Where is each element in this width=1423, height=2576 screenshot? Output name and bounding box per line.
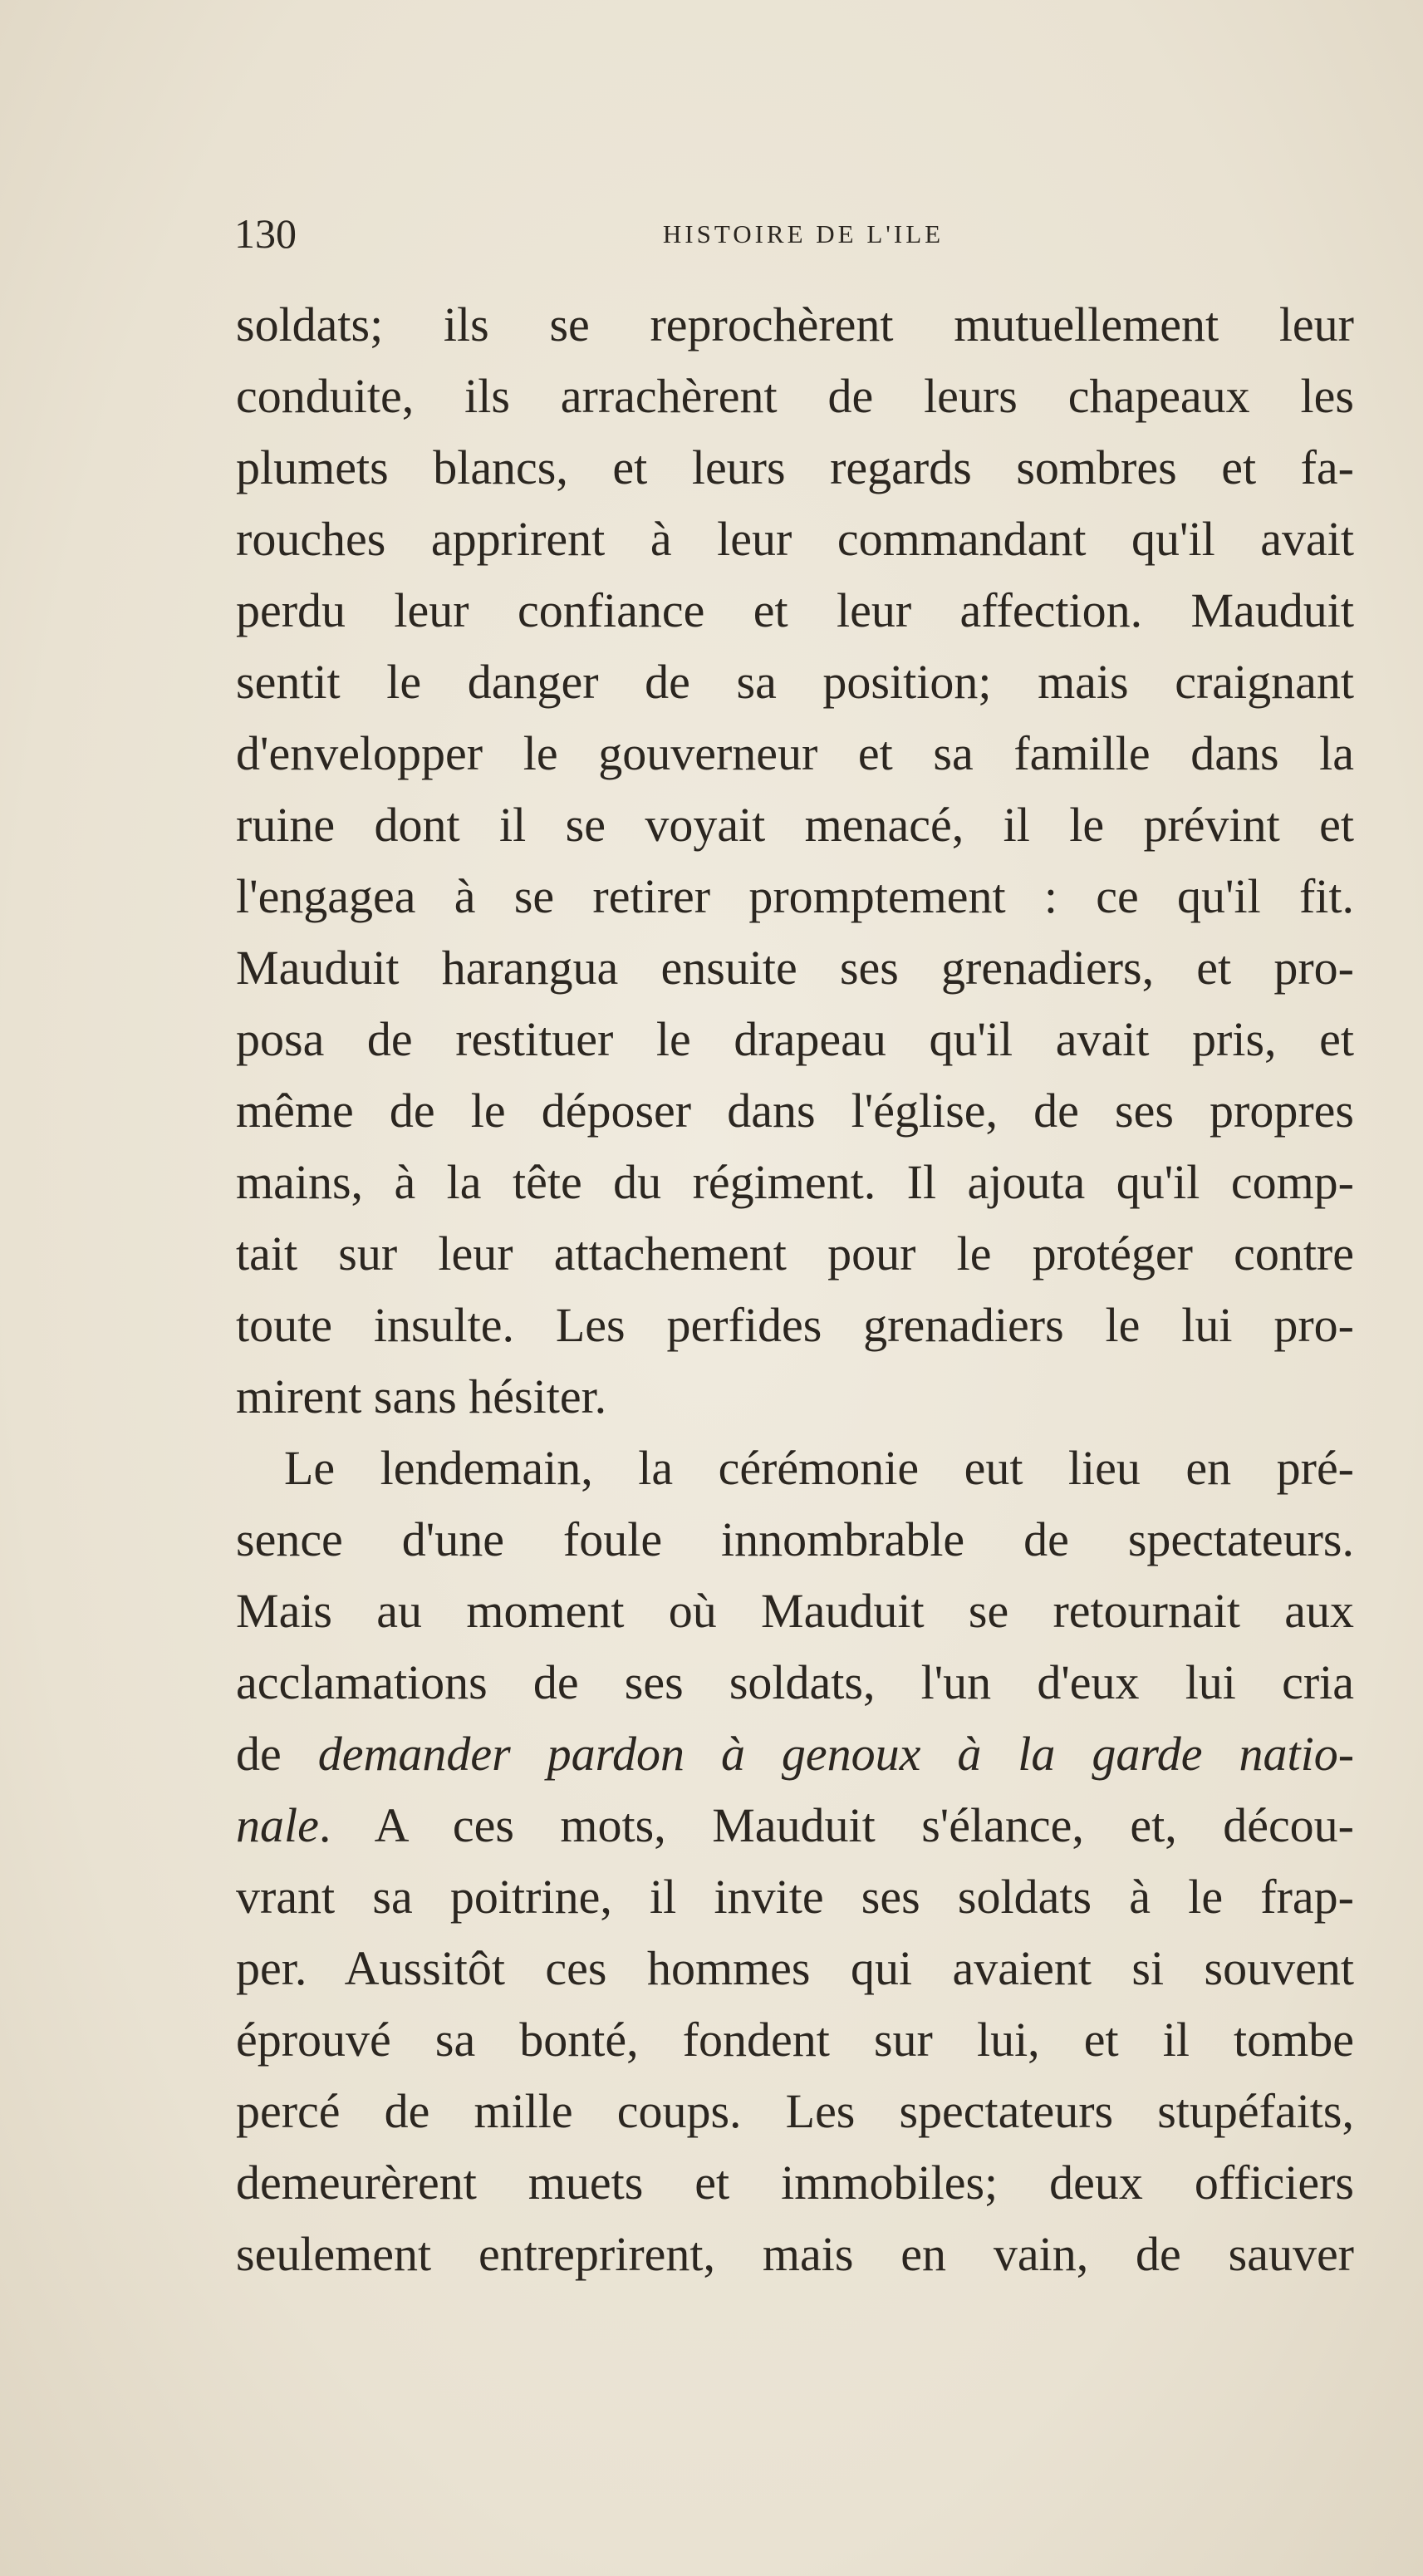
- text-line: [236, 2219, 1354, 2290]
- text-line: [236, 861, 1354, 932]
- text-line: [236, 789, 1354, 861]
- italic-text: demander pardon à genoux à la garde natio-: [317, 1727, 1355, 1781]
- text-line: [236, 289, 1354, 361]
- text-line: [236, 2076, 1354, 2147]
- text-segment: acclamations de ses soldats, l'un d'eux lui cria: [236, 1655, 1354, 1709]
- text-segment: soldats; ils se reprochèrent mutuellement leur: [236, 297, 1354, 351]
- text-segment: tait sur leur attachement pour le protéger contre: [236, 1227, 1354, 1281]
- text-line: [236, 1433, 1354, 1504]
- text-line: [236, 1933, 1354, 2004]
- text-segment: sence d'une foule innombrable de spectateurs.: [236, 1512, 1354, 1566]
- text-line: [236, 932, 1354, 1004]
- text-segment: toute insulte. Les perfides grenadiers le lui pro-: [236, 1298, 1354, 1352]
- text-line: [236, 504, 1354, 575]
- text-line: [236, 1861, 1354, 1933]
- text-line: [236, 361, 1354, 432]
- text-line: [236, 1576, 1354, 1647]
- text-line: [236, 1790, 1354, 1861]
- text-line: [236, 1075, 1354, 1147]
- text-line: [236, 1218, 1354, 1290]
- text-line: [236, 2004, 1354, 2076]
- text-line: [236, 575, 1354, 646]
- text-line: [236, 1361, 1354, 1433]
- text-segment: Mais au moment où Mauduit se retournait aux: [236, 1584, 1354, 1638]
- text-segment: Le lendemain, la cérémonie eut lieu en pré-: [284, 1441, 1354, 1495]
- text-line: [236, 2147, 1354, 2219]
- text-line: [236, 1147, 1354, 1218]
- text-segment: vrant sa poitrine, il invite ses soldats à le frap-: [236, 1870, 1354, 1924]
- text-segment: perdu leur confiance et leur affection. Mauduit: [236, 583, 1354, 637]
- text-segment: demeurèrent muets et immobiles; deux officiers: [236, 2156, 1354, 2210]
- text-segment: seulement entreprirent, mais en vain, de sauver: [236, 2227, 1354, 2281]
- text-segment: de: [236, 1727, 318, 1781]
- text-line: [236, 1718, 1354, 1790]
- text-segment: conduite, ils arrachèrent de leurs chapeaux les: [236, 369, 1354, 423]
- text-segment: posa de restituer le drapeau qu'il avait pris, et: [236, 1012, 1354, 1066]
- text-segment: éprouvé sa bonté, fondent sur lui, et il tombe: [236, 2013, 1354, 2067]
- body-text: [236, 289, 1354, 2290]
- text-segment: plumets blancs, et leurs regards sombres et fa-: [236, 440, 1354, 494]
- text-line: [236, 1647, 1354, 1718]
- text-segment: d'envelopper le gouverneur et sa famille dans la: [236, 726, 1354, 780]
- text-line: [236, 1004, 1354, 1075]
- text-segment: l'engagea à se retirer promptement : ce qu'il fit.: [236, 869, 1354, 923]
- text-segment: rouches apprirent à leur commandant qu'il avait: [236, 512, 1354, 566]
- text-line: [236, 1504, 1354, 1576]
- text-line: [236, 1290, 1354, 1361]
- text-segment: per. Aussitôt ces hommes qui avaient si souvent: [236, 1941, 1354, 1995]
- running-title: HISTOIRE DE L'ILE: [662, 219, 945, 248]
- page-number: 130: [234, 210, 297, 257]
- running-header: [234, 209, 1356, 259]
- text-segment: percé de mille coups. Les spectateurs stupéfaits,: [236, 2084, 1354, 2138]
- text-segment: même de le déposer dans l'église, de ses propres: [236, 1084, 1354, 1138]
- italic-text: nale: [236, 1798, 319, 1852]
- text-segment: . A ces mots, Mauduit s'élance, et, décou-: [318, 1798, 1354, 1852]
- text-segment: mirent sans hésiter.: [236, 1369, 607, 1423]
- text-line: [236, 432, 1354, 504]
- text-segment: ruine dont il se voyait menacé, il le prévint et: [236, 798, 1354, 852]
- text-line: [236, 718, 1354, 789]
- text-segment: sentit le danger de sa position; mais craignant: [236, 655, 1354, 709]
- text-segment: Mauduit harangua ensuite ses grenadiers, et pro-: [236, 941, 1354, 995]
- text-segment: mains, à la tête du régiment. Il ajouta qu'il comp-: [236, 1155, 1354, 1209]
- text-line: [236, 646, 1354, 718]
